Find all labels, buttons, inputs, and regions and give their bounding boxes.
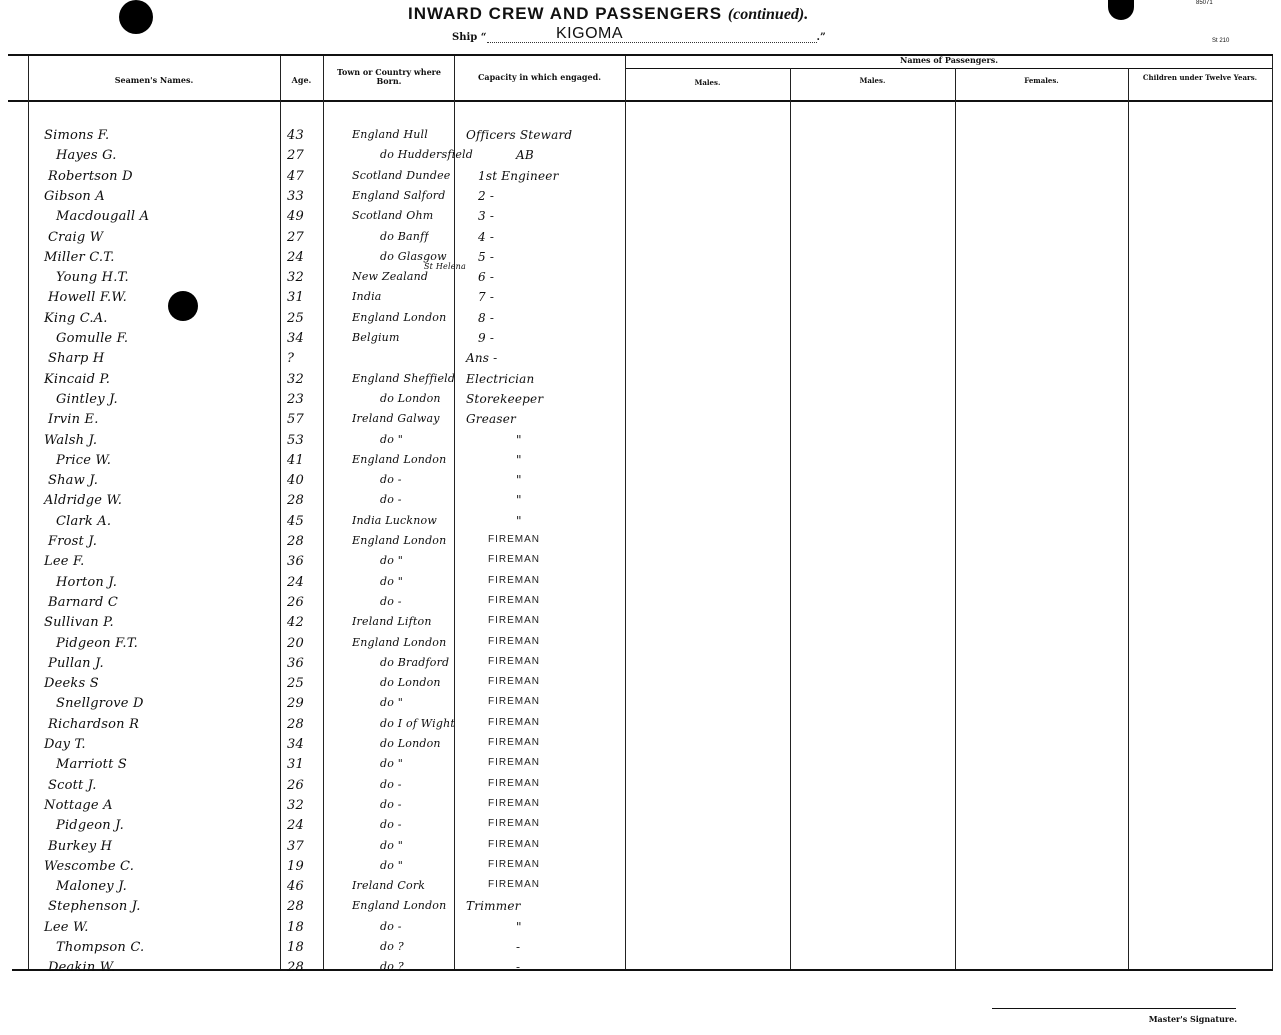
crew-capacity: - [516, 960, 521, 974]
crew-capacity-stamp: FIREMAN [488, 879, 540, 890]
crew-birthplace: do London [380, 392, 441, 405]
crew-age: 26 [287, 778, 304, 793]
crew-birthplace: do - [380, 920, 402, 933]
crew-birthplace: do - [380, 595, 402, 608]
crew-birthplace: England Sheffield [352, 372, 456, 385]
col-line-left [28, 56, 29, 969]
crew-birthplace: do London [380, 737, 441, 750]
crew-birthplace: do Glasgow [380, 250, 447, 263]
crew-birthplace: England London [352, 899, 447, 912]
crew-age: 49 [287, 209, 304, 224]
crew-capacity-stamp: FIREMAN [488, 636, 540, 647]
crew-birthplace: do - [380, 473, 402, 486]
crew-capacity: Greaser [466, 412, 516, 426]
crew-capacity-stamp: FIREMAN [488, 554, 540, 565]
crew-age: 25 [287, 311, 304, 326]
crew-age: 37 [287, 839, 304, 854]
col-line-children [1128, 68, 1129, 969]
crew-birthplace: Ireland Cork [352, 879, 426, 892]
crew-birthplace: do " [380, 696, 404, 709]
crew-name: Aldridge W. [44, 493, 123, 508]
crew-name: Clark A. [56, 514, 112, 529]
crew-birthplace: England London [352, 453, 447, 466]
crew-capacity: - [516, 940, 521, 954]
crew-capacity: Storekeeper [466, 392, 544, 406]
crew-capacity-stamp: FIREMAN [488, 778, 540, 789]
crew-capacity: 9 - [478, 331, 495, 345]
header-age: Age. [291, 75, 312, 85]
crew-capacity-stamp: FIREMAN [488, 839, 540, 850]
crew-name: Frost J. [48, 534, 98, 549]
crew-capacity-stamp: FIREMAN [488, 676, 540, 687]
crew-name: Craig W [48, 230, 104, 245]
header-males-1: Males. [694, 78, 721, 87]
crew-age: 18 [287, 940, 304, 955]
ship-line [452, 30, 826, 43]
crew-age: 24 [287, 818, 304, 833]
crew-name: Lee F. [44, 554, 85, 569]
header-seamens-names: Seamen's Names. [114, 75, 194, 85]
form-number: 85071 [1196, 0, 1213, 6]
page-title [408, 4, 808, 24]
crew-capacity: Officers Steward [466, 128, 573, 142]
crew-name: Hayes G. [56, 148, 117, 163]
crew-birthplace: England London [352, 311, 447, 324]
crew-birthplace: England London [352, 636, 447, 649]
crew-age: 43 [287, 128, 304, 143]
crew-age: 32 [287, 372, 304, 387]
crew-age: 32 [287, 270, 304, 285]
crew-birthplace: do ? [380, 960, 404, 973]
crew-name: Miller C.T. [44, 250, 115, 265]
crew-age: 24 [287, 250, 304, 265]
crew-birthplace: India Lucknow [352, 514, 437, 527]
crew-age: 18 [287, 920, 304, 935]
crew-name: Deakin W. [48, 960, 116, 975]
crew-birthplace: do " [380, 433, 404, 446]
crew-age: 57 [287, 412, 304, 427]
col-line-town [323, 56, 324, 969]
crew-name: Kincaid P. [44, 372, 111, 387]
col-line-capacity [454, 56, 455, 969]
crew-age: 28 [287, 717, 304, 732]
crew-name: Barnard C [48, 595, 119, 610]
crew-name: Deeks S [44, 676, 99, 691]
crew-name: Robertson D [48, 169, 133, 184]
crew-capacity: " [516, 473, 522, 487]
crew-capacity: " [516, 920, 522, 934]
header-passengers: Names of Passengers. [900, 55, 998, 65]
punch-hole-top [119, 0, 153, 34]
crew-capacity: " [516, 493, 522, 507]
crew-name: Simons F. [44, 128, 110, 143]
crew-name: Marriott S [56, 757, 127, 772]
crew-birthplace: Scotland Dundee [352, 169, 451, 182]
crew-birthplace: do ? [380, 940, 404, 953]
crew-age: ? [287, 351, 295, 366]
crew-age: 34 [287, 331, 304, 346]
crew-capacity: 8 - [478, 311, 495, 325]
crew-name: King C.A. [44, 311, 108, 326]
page-title-text: INWARD CREW AND PASSENGERS [408, 4, 723, 23]
crew-birthplace: do Banff [380, 230, 429, 243]
crew-capacity-stamp: FIREMAN [488, 534, 540, 545]
crew-name: Shaw J. [48, 473, 99, 488]
crew-birthplace: do - [380, 493, 402, 506]
ship-close-quote: .” [816, 32, 826, 43]
header-capacity: Capacity in which engaged. [478, 72, 601, 82]
crew-capacity-stamp: FIREMAN [488, 737, 540, 748]
col-line-males2 [790, 68, 791, 969]
crew-capacity: Trimmer [466, 899, 521, 913]
crew-name: Gomulle F. [56, 331, 129, 346]
crew-age: 42 [287, 615, 304, 630]
crew-birthplace: do - [380, 818, 402, 831]
col-line-age [280, 56, 281, 969]
crew-name: Young H.T. [56, 270, 129, 285]
crew-age: 45 [287, 514, 304, 529]
crew-capacity-stamp: FIREMAN [488, 818, 540, 829]
crew-name: Walsh J. [44, 433, 98, 448]
crew-birthplace: Scotland Ohm [352, 209, 434, 222]
masters-signature-label: Master's Signature. [1148, 1014, 1237, 1024]
crew-birthplace: do London [380, 676, 441, 689]
crew-capacity-stamp: FIREMAN [488, 859, 540, 870]
crew-name: Gibson A [44, 189, 105, 204]
signature-line [992, 1008, 1236, 1009]
crew-age: 25 [287, 676, 304, 691]
crew-capacity: " [516, 433, 522, 447]
crew-birthplace: do " [380, 839, 404, 852]
crew-age: 31 [287, 757, 304, 772]
crew-birthplace: Ireland Lifton [352, 615, 432, 628]
crew-age: 47 [287, 169, 304, 184]
crew-birthplace: do " [380, 757, 404, 770]
crew-name: Maloney J. [56, 879, 127, 894]
crew-birthplace: do " [380, 859, 404, 872]
crew-name: Stephenson J. [48, 899, 141, 914]
crew-birthplace: do " [380, 575, 404, 588]
crew-birthplace: Belgium [352, 331, 400, 344]
crew-capacity: 5 - [478, 250, 495, 264]
crew-age: 33 [287, 189, 304, 204]
crew-age: 20 [287, 636, 304, 651]
crew-capacity: 6 - [478, 270, 495, 284]
crew-birthplace: England Salford [352, 189, 446, 202]
crew-birthplace: England London [352, 534, 447, 547]
crew-capacity: 1st Engineer [478, 169, 559, 183]
crew-name: Pullan J. [48, 656, 104, 671]
header-children: Children under Twelve Years. [1142, 73, 1258, 82]
crew-birthplace-note: St Helena [424, 262, 466, 271]
col-line-passengers [625, 56, 626, 969]
crew-name: Horton J. [56, 575, 118, 590]
passenger-group-rule [625, 68, 1273, 69]
crew-capacity-stamp: FIREMAN [488, 656, 540, 667]
crew-capacity: Electrician [466, 372, 535, 386]
crew-age: 27 [287, 230, 304, 245]
crew-birthplace: do I of Wight [380, 717, 455, 730]
crew-age: 53 [287, 433, 304, 448]
crew-age: 27 [287, 148, 304, 163]
col-line-right [1272, 56, 1273, 969]
col-line-females [955, 68, 956, 969]
crew-name: Pidgeon J. [56, 818, 124, 833]
header-females: Females. [1024, 76, 1059, 85]
crew-capacity: Ans - [466, 351, 498, 365]
crew-age: 34 [287, 737, 304, 752]
crew-age: 26 [287, 595, 304, 610]
header-bottom-rule [8, 100, 1273, 102]
crew-birthplace: England Hull [352, 128, 428, 141]
crew-age: 23 [287, 392, 304, 407]
crew-name: Sullivan P. [44, 615, 114, 630]
crew-birthplace: Ireland Galway [352, 412, 440, 425]
crew-capacity: " [516, 453, 522, 467]
crew-age: 36 [287, 554, 304, 569]
crew-name: Burkey H [48, 839, 113, 854]
scan-mark-top-right [1108, 0, 1134, 20]
crew-birthplace: do " [380, 554, 404, 567]
crew-capacity-stamp: FIREMAN [488, 757, 540, 768]
crew-birthplace: New Zealand [352, 270, 429, 283]
crew-name: Richardson R [48, 717, 140, 732]
crew-capacity: 2 - [478, 189, 495, 203]
crew-name: Sharp H [48, 351, 105, 366]
crew-age: 28 [287, 899, 304, 914]
crew-capacity-stamp: FIREMAN [488, 798, 540, 809]
header-town-country: Town or Country where Born. [337, 67, 441, 86]
crew-capacity: " [516, 514, 522, 528]
crew-capacity-stamp: FIREMAN [488, 615, 540, 626]
crew-name: Pidgeon F.T. [56, 636, 138, 651]
table-bottom-rule [12, 969, 1273, 971]
punch-hole-middle [168, 291, 198, 321]
crew-birthplace: do Huddersfield [380, 148, 473, 161]
crew-age: 46 [287, 879, 304, 894]
crew-capacity-stamp: FIREMAN [488, 575, 540, 586]
crew-name: Snellgrove D [56, 696, 144, 711]
crew-capacity: 3 - [478, 209, 495, 223]
crew-name: Gintley J. [56, 392, 118, 407]
crew-age: 32 [287, 798, 304, 813]
crew-name: Thompson C. [56, 940, 145, 955]
ship-name: KIGOMA [556, 25, 624, 42]
crew-name: Wescombe C. [44, 859, 135, 874]
crew-capacity-stamp: FIREMAN [488, 696, 540, 707]
crew-birthplace: do - [380, 778, 402, 791]
header-males-2: Males. [859, 76, 886, 85]
crew-age: 19 [287, 859, 304, 874]
crew-birthplace: do - [380, 798, 402, 811]
crew-age: 28 [287, 960, 304, 975]
crew-age: 40 [287, 473, 304, 488]
crew-capacity-stamp: FIREMAN [488, 717, 540, 728]
crew-name: Howell F.W. [48, 290, 127, 305]
ship-label: Ship “ [452, 32, 487, 43]
crew-name: Irvin E. [48, 412, 99, 427]
crew-age: 41 [287, 453, 304, 468]
crew-name: Nottage A [44, 798, 113, 813]
crew-name: Day T. [44, 737, 86, 752]
crew-age: 24 [287, 575, 304, 590]
crew-age: 29 [287, 696, 304, 711]
crew-age: 28 [287, 534, 304, 549]
crew-age: 36 [287, 656, 304, 671]
crew-name: Lee W. [44, 920, 89, 935]
crew-birthplace: do Bradford [380, 656, 450, 669]
crew-birthplace: India [352, 290, 382, 303]
form-reference: St 210 [1212, 38, 1230, 44]
crew-name: Scott J. [48, 778, 97, 793]
crew-capacity: AB [516, 148, 534, 162]
crew-age: 28 [287, 493, 304, 508]
crew-name: Macdougall A [56, 209, 150, 224]
crew-capacity-stamp: FIREMAN [488, 595, 540, 606]
crew-age: 31 [287, 290, 304, 305]
crew-capacity: 7 - [478, 290, 495, 304]
page-title-suffix: (continued). [727, 6, 809, 23]
crew-name: Price W. [56, 453, 112, 468]
ship-dotted-line [487, 30, 817, 43]
crew-capacity: 4 - [478, 230, 495, 244]
